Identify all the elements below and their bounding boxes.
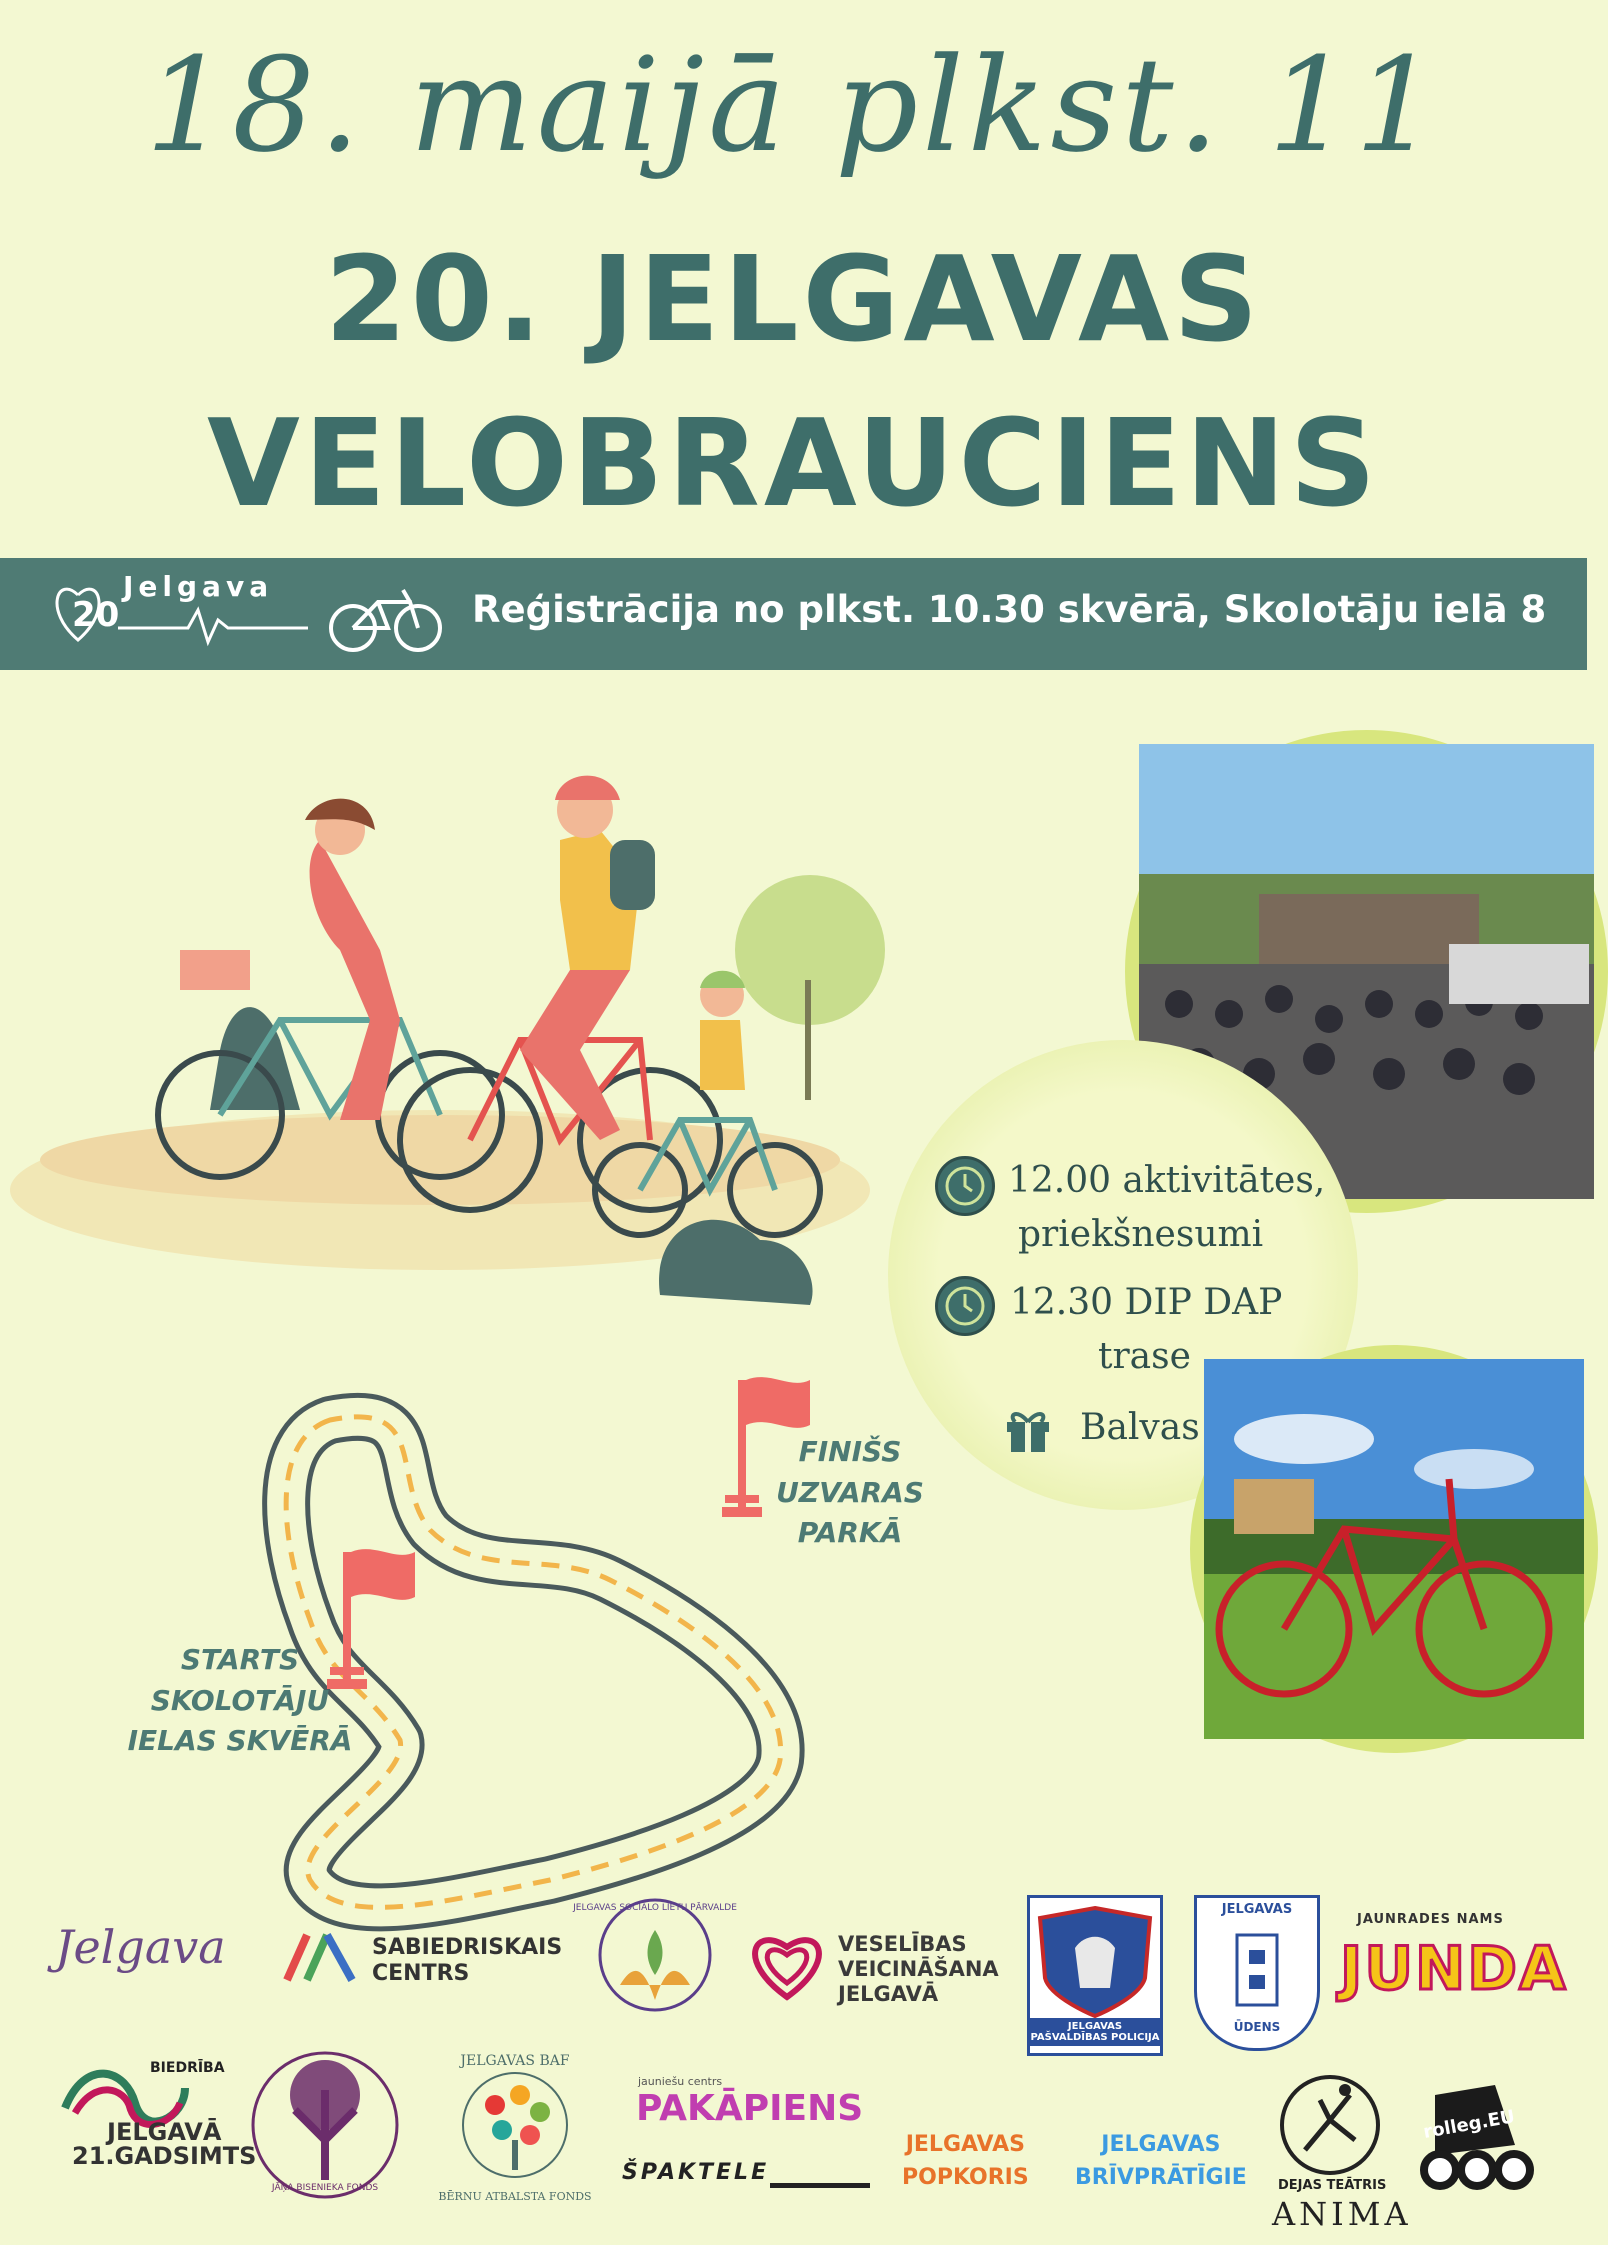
gift-icon (1003, 1404, 1053, 1454)
baf-top-text: JELGAVAS BAF (460, 2053, 570, 2069)
registration-text: Reģistrācija no plkst. 10.30 skvērā, Skolotāju ielā 8 (472, 588, 1547, 631)
junda-logo: JUNDA (1340, 1934, 1568, 2004)
socialo-lietu-parvalde-logo (573, 1890, 737, 2030)
clock-icon (935, 1156, 995, 1216)
biedriba-label: BIEDRĪBA (150, 2060, 225, 2076)
sponsor-jelgava: Jelgava (55, 1920, 226, 1974)
rolleg-logo (1415, 2075, 1540, 2195)
sab-line2: CENTRS (372, 1961, 470, 1987)
start-label-line1: STARTS (180, 1643, 300, 1676)
udens-top-text: JELGAVAS (1221, 1902, 1293, 1917)
biedriba-line3: 21.GADSIMTS (72, 2142, 257, 2170)
building-icon (1197, 1920, 1317, 2020)
schedule-item-2-desc: trase (1098, 1336, 1191, 1377)
family-cycling-illustration (0, 720, 920, 1320)
baf-bottom-text: BĒRNU ATBALSTA FONDS (438, 2190, 592, 2203)
anima-line1: DEJAS TEĀTRIS (1278, 2178, 1387, 2193)
police-logo (1027, 1895, 1163, 2056)
pakapiens-logo: PAKĀPIENS (636, 2088, 864, 2129)
sponsor-veselibas (838, 1932, 999, 2008)
sab-line1: SABIEDRISKAIS (372, 1935, 563, 1960)
schedule-item-1-time: 12.00 aktivitātes, (1008, 1160, 1326, 1201)
popkoris-logo (902, 2128, 1029, 2194)
schedule-item-2-time: 12.30 DIP DAP (1010, 1282, 1283, 1323)
udens-logo (1194, 1895, 1320, 2051)
vesel-line3: JELGAVĀ (838, 1982, 939, 2007)
logo-jelgava-text: Jelgava (123, 570, 274, 603)
finish-label (760, 1432, 940, 1554)
brivpr-line1: JELGAVAS (1101, 2132, 1221, 2157)
finish-label-line1: FINIŠS (798, 1435, 902, 1468)
heartbeat-icon (118, 610, 308, 642)
udens-bottom-text: ŪDENS (1233, 2020, 1281, 2034)
bisenieks-text: JĀŅA BISENIEKA FONDS (271, 2183, 379, 2193)
vesel-line1: VESELĪBAS (838, 1932, 967, 1956)
red-bicycle-photo (1190, 1345, 1598, 1753)
schedule-item-3: Balvas (1080, 1407, 1200, 1448)
rolleg-text: rolleg.EU (1421, 2106, 1517, 2143)
baf-logo (430, 2040, 600, 2215)
schedule-item-1-desc: priekšnesumi (1018, 1214, 1264, 1255)
spaktele-logo: ŠPAKTELE (622, 2160, 770, 2185)
popkoris-line1: JELGAVAS (905, 2132, 1025, 2157)
finish-label-line3: PARKĀ (797, 1516, 903, 1550)
spatula-icon (770, 2183, 870, 2188)
veselibas-heart-logo (745, 1925, 830, 2005)
backpack-shape (610, 840, 655, 910)
police-shield-icon (1030, 1898, 1160, 2023)
anima-line2: ANIMA (1272, 2195, 1412, 2233)
bisenieka-fonds-logo (245, 2050, 405, 2200)
social-ring-text: JELGAVAS SOCIĀLO LIETU PĀRVALDE (573, 1903, 737, 1913)
child-figure (700, 1020, 745, 1090)
title-line-2: VELOBRAUCIENS (206, 395, 1381, 534)
woman-figure (310, 840, 400, 1120)
brivpr-line2: BRĪVPRĀTĪGIE (1075, 2165, 1247, 2190)
event-date: 18. maijā plkst. 11 (145, 29, 1442, 181)
junda-top-text: JAUNRADES NAMS (1357, 1912, 1504, 1927)
helmet-shape (555, 776, 620, 800)
pakapiens-small-text: jauniešu centrs (638, 2075, 723, 2088)
basket-shape (180, 950, 250, 990)
clock-icon (935, 1276, 995, 1336)
sponsor-sabiedriskais-centrs (372, 1935, 562, 1988)
title-line-1: 20. JELGAVAS (324, 230, 1263, 368)
logo-number: 20 (72, 595, 120, 635)
start-label-line3: IELAS SKVĒRĀ (127, 1724, 353, 1758)
biedriba-text (72, 2120, 256, 2168)
start-label-line2: SKOLOTĀJU (150, 1683, 330, 1717)
anima-dancer-logo (1275, 2070, 1385, 2180)
finish-label-line2: UZVARAS (776, 1475, 924, 1509)
police-text: JELGAVAS PAŠVALDĪBAS POLICIJA (1030, 2018, 1160, 2046)
biedriba-line2: JELGAVĀ (107, 2118, 222, 2146)
start-label (120, 1640, 360, 1762)
sabiedriskais-centrs-logo (282, 1925, 362, 1985)
vesel-line2: VEICINĀŠANA (838, 1957, 999, 1982)
brivpratigie-logo (1075, 2128, 1247, 2194)
popkoris-line2: POPKORIS (902, 2165, 1029, 2190)
bicycle-icon (331, 590, 440, 650)
